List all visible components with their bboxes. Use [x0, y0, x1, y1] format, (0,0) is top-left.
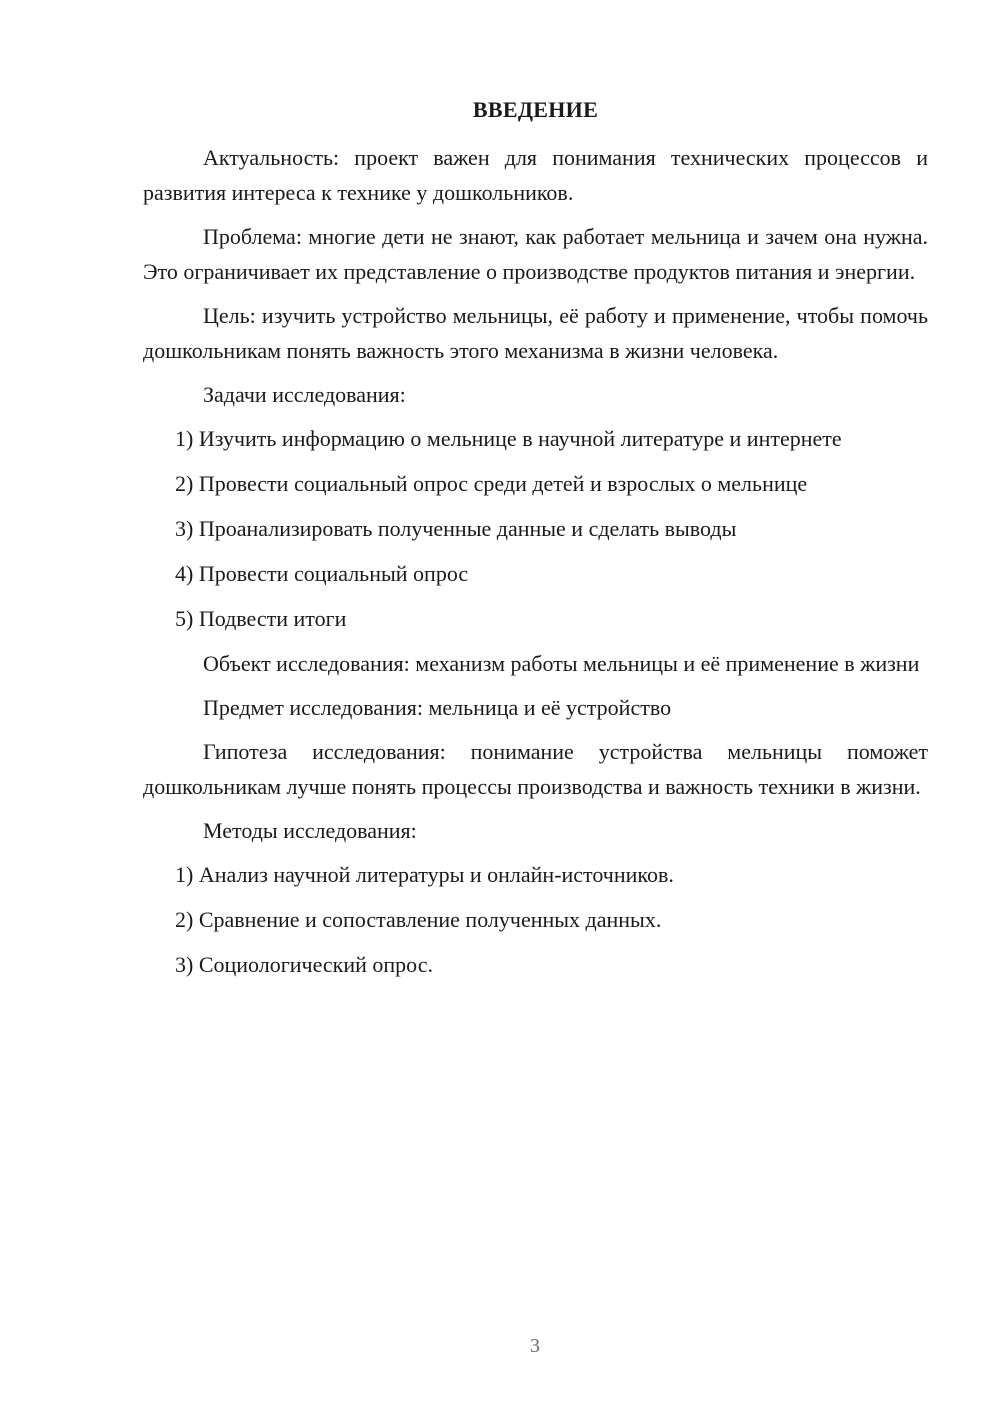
methods-intro: Методы исследования: [203, 818, 417, 843]
goal-paragraph: Цель: изучить устройство мельницы, её работу и применение, чтобы помочь дошкольникам понять важность этого механизма в жизни человека. [143, 303, 928, 363]
list-item: 3) Социологический опрос. [175, 952, 433, 977]
object-paragraph: Объект исследования: механизм работы мельницы и её применение в жизни [203, 651, 920, 676]
subject-paragraph: Предмет исследования: мельница и её устройство [203, 695, 672, 720]
list-item: 4) Провести социальный опрос [175, 561, 469, 586]
list-item: 1) Изучить информацию о мельнице в научной литературе и интернете [175, 426, 842, 451]
tasks-intro: Задачи исследования: [203, 382, 406, 407]
page-title: ВВЕДЕНИЕ [472, 97, 599, 122]
tasks-list [143, 421, 928, 636]
list-item: 2) Провести социальный опрос среди детей и взрослых о мельнице [175, 471, 808, 496]
hypothesis-paragraph: Гипотеза исследования: понимание устройства мельницы поможет дошкольникам лучше понять процессы производства и важность техники в жизни. [143, 739, 928, 799]
page-number: 3 [530, 1335, 540, 1357]
list-item: 1) Анализ научной литературы и онлайн-источников. [175, 862, 674, 887]
methods-list [143, 857, 928, 982]
page-content [143, 96, 928, 992]
problem-paragraph: Проблема: многие дети не знают, как работает мельница и зачем она нужна. Это ограничивает их представление о производстве продуктов питания и энергии. [143, 224, 928, 284]
relevance-paragraph: Актуальность: проект важен для понимания технических процессов и развития интереса к технике у дошкольников. [143, 145, 928, 205]
list-item: 5) Подвести итоги [175, 606, 347, 631]
list-item: 2) Сравнение и сопоставление полученных данных. [175, 907, 662, 932]
list-item: 3) Проанализировать полученные данные и сделать выводы [175, 516, 737, 541]
